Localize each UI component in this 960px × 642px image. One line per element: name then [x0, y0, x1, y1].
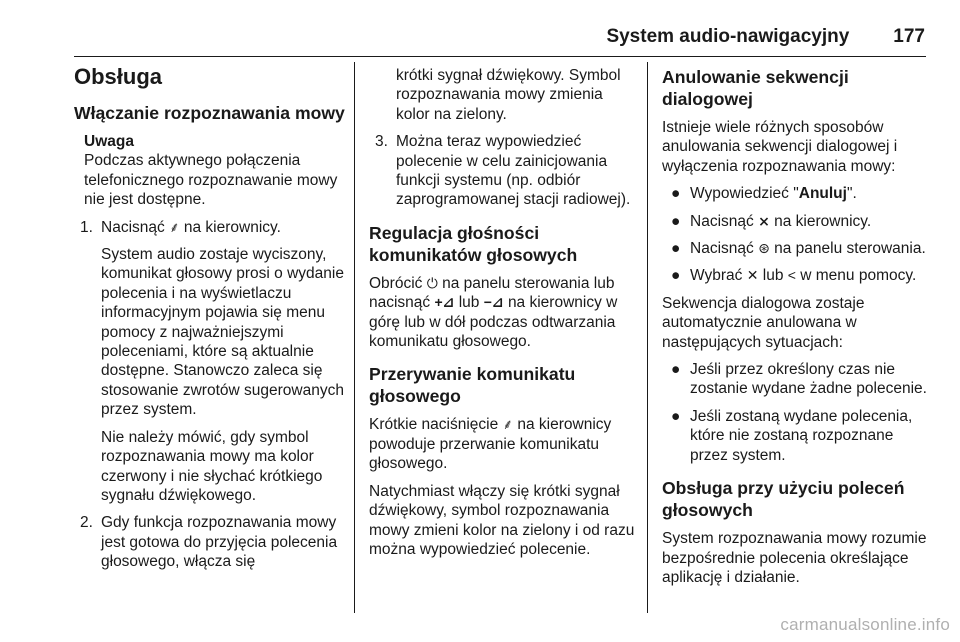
- header-rule: [74, 56, 926, 57]
- text: na panelu sterowania lub nacisnąć: [369, 274, 615, 312]
- text: Nacisnąć: [690, 240, 754, 258]
- column-divider-2: [647, 62, 648, 613]
- text: Nacisnąć: [690, 212, 754, 230]
- text: lub: [762, 267, 784, 285]
- text: w menu pomocy.: [800, 267, 917, 285]
- text: na kierownicy w górę lub w dół podczas odtwarzania komunikatu głosowego.: [369, 294, 618, 351]
- list-item-text: Jeśli przez określony czas nie zostanie wydane żadne polecenie.: [690, 361, 927, 398]
- watermark: carmanualsonline.info: [780, 615, 950, 634]
- note-text: Podczas aktywnego połączenia telefonicznego rozpoznawanie mowy nie jest dostępne.: [84, 152, 338, 209]
- list-item: [662, 184, 930, 203]
- text: na kierownicy powoduje przerwanie komunikatu głosowego.: [369, 416, 612, 473]
- text: Wybrać: [690, 267, 743, 285]
- bullet-icon: ●: [671, 267, 681, 285]
- close-icon: ✕: [746, 267, 759, 284]
- list-item: [662, 407, 930, 465]
- list-item: [662, 266, 930, 285]
- paragraph: System rozpoznawania mowy rozumie bezpośrednie polecenia określające aplikację i działanie.: [662, 530, 927, 586]
- paragraph: Nie należy mówić, gdy symbol rozpoznawania mowy ma kolor czerwony i nie słychać krótkiego sygnału dźwiękowego.: [101, 428, 323, 504]
- page-header: [0, 26, 925, 48]
- step-number: 1.: [80, 218, 93, 236]
- step-1-details: [101, 245, 346, 505]
- page-number: 177: [893, 26, 925, 47]
- list-item: [662, 212, 930, 231]
- step-number: 3.: [375, 133, 388, 151]
- note-title: Uwaga: [84, 133, 134, 150]
- paragraph: Istnieje wiele różnych sposobów anulowania sekwencji dialogowej i wyłączenia rozpoznawania mowy:: [662, 119, 898, 175]
- voice-icon: ⸙: [169, 218, 180, 235]
- voice-icon: ⸙: [502, 416, 514, 433]
- step-3: [369, 132, 639, 210]
- step-2-continuation: krótki sygnał dźwiękowy. Symbol rozpoznawania mowy zmienia kolor na zielony.: [396, 67, 621, 123]
- column-1: [74, 64, 346, 580]
- column-2: [369, 66, 639, 567]
- text: ".: [846, 185, 857, 203]
- hang-up-icon: ⨯: [758, 212, 770, 229]
- text: lub: [458, 294, 480, 312]
- step-1: [74, 218, 346, 237]
- subsection-title-interrupt: Przerywanie komunikatu głosowego: [369, 364, 576, 407]
- header-title: System audio-nawigacyjny: [606, 26, 850, 47]
- text: na kierownicy.: [774, 212, 872, 230]
- step-text: Nacisnąć: [101, 218, 165, 236]
- step-text: Gdy funkcja rozpoznawania mowy jest gotowa do przyjęcia polecenia głosowego, włącza się: [101, 514, 338, 571]
- list-item: [662, 360, 930, 399]
- bullet-icon: ●: [671, 407, 681, 425]
- bullet-icon: ●: [671, 361, 681, 379]
- text: na panelu sterowania.: [774, 240, 926, 258]
- subsection-title-cancel: Anulowanie sekwencji dialogowej: [662, 67, 849, 109]
- text: Obrócić: [369, 274, 423, 292]
- home-button-icon: ⊛: [758, 240, 770, 257]
- paragraph: Natychmiast włączy się krótki sygnał dźwiękowy, symbol rozpoznawania mowy zmieni kolor na zielony i od razu można wypowiedzieć polecenie.: [369, 482, 635, 558]
- bullet-icon: ●: [671, 212, 681, 230]
- paragraph: Sekwencja dialogowa zostaje automatycznie anulowana w następujących sytuacjach:: [662, 294, 865, 351]
- step-number: 2.: [80, 514, 93, 532]
- section-title: Obsługa: [74, 64, 163, 89]
- paragraph-interrupt: [369, 415, 639, 473]
- column-divider-1: [354, 62, 355, 613]
- column-3: [662, 66, 930, 595]
- note-box: [84, 132, 346, 210]
- bullet-icon: ●: [671, 185, 681, 203]
- subsection-title-volume: Regulacja głośności komunikatów głosowych: [369, 222, 578, 265]
- bullet-icon: ●: [671, 240, 681, 258]
- paragraph: System audio zostaje wyciszony, komunikat głosowy prosi o wydanie polecenia i na wyświetlaczu informacyjnym pojawia się menu pomocy z najważniejszymi poleceniami, które są aktualnie dostępne. Stanowczo zaleca się stosowanie zwrotów sugerowanych przez system.: [101, 246, 344, 419]
- power-knob-icon: ⏻: [426, 274, 438, 291]
- volume-up-icon: +⊿: [434, 294, 455, 311]
- back-icon: <: [787, 267, 796, 284]
- subsection-title-voice-recognition: Włączanie rozpoznawania mowy: [74, 103, 345, 123]
- list-item: [662, 239, 930, 258]
- step-text: Można teraz wypowiedzieć polecenie w celu zainicjowania funkcji systemu (np. odbiór zaprogramowanej stacji radiowej).: [396, 133, 631, 209]
- step-2: [74, 513, 346, 571]
- text: Krótkie naciśnięcie: [369, 416, 499, 434]
- list-item-text: Jeśli zostaną wydane polecenia, które nie zostaną rozpoznane przez system.: [690, 407, 913, 464]
- text: Wypowiedzieć ": [690, 185, 799, 203]
- volume-down-icon: −⊿: [483, 294, 504, 311]
- subsection-title-voice-commands: Obsługa przy użyciu poleceń głosowych: [662, 478, 905, 521]
- step-text: na kierownicy.: [183, 218, 281, 236]
- command-anuluj: Anuluj: [798, 185, 847, 203]
- paragraph-volume: [369, 274, 639, 352]
